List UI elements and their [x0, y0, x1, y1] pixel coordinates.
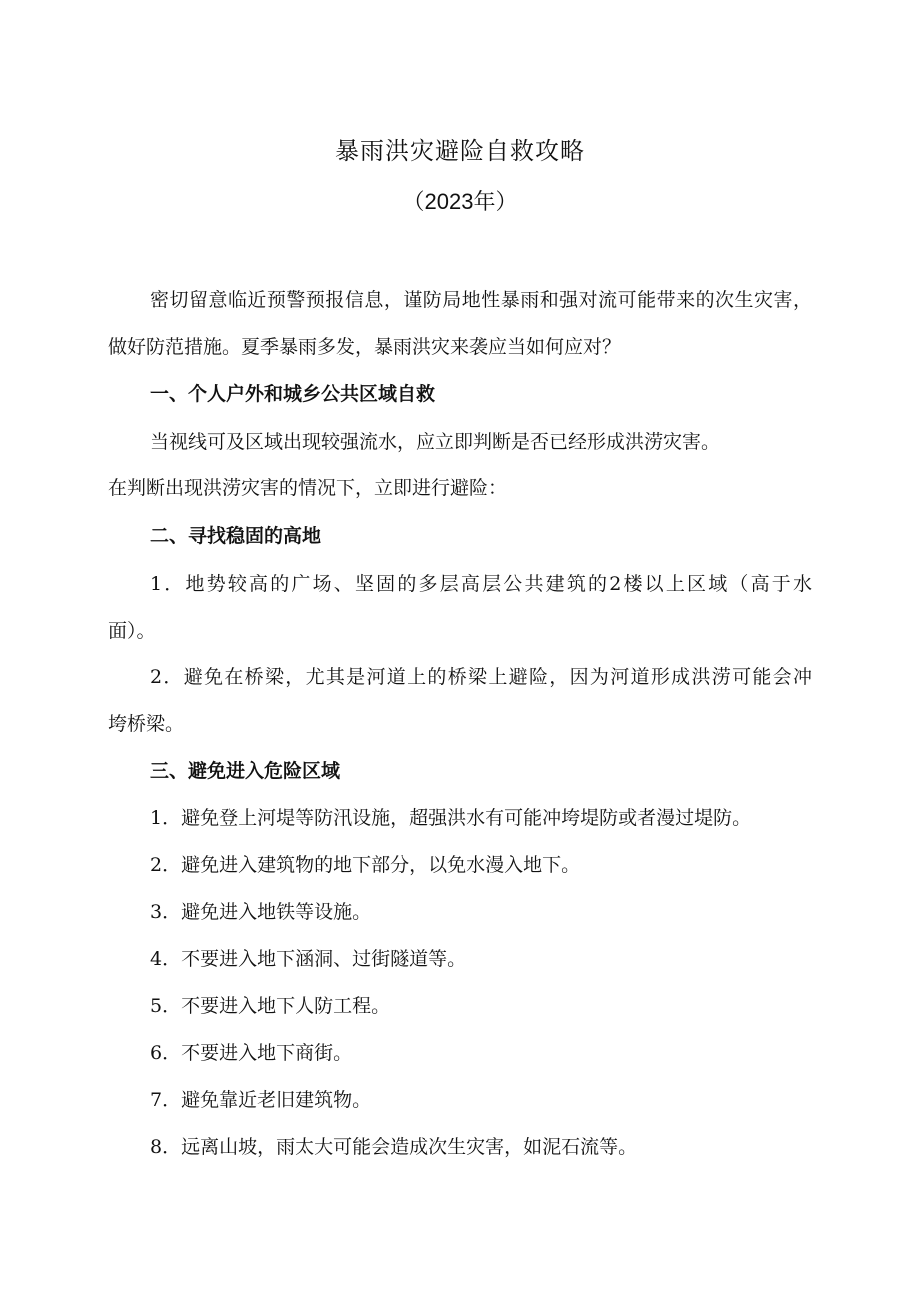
intro-line-2: 做好防范措施。夏季暴雨多发，暴雨洪灾来袭应当如何应对？ [108, 336, 622, 358]
section-1-heading: 一、个人户外和城乡公共区域自救 [150, 383, 436, 405]
section-2-item-2-line-2: 垮桥梁。 [108, 713, 185, 735]
section-3-item: 4．不要进入地下涵洞、过街隧道等。 [150, 948, 467, 970]
section-2-item-1-line-1: 1．地势较高的广场、坚固的多层高层公共建筑的2楼以上区域（高于水 [150, 573, 812, 595]
section-3-item: 8．远离山坡，雨太大可能会造成次生灾害，如泥石流等。 [150, 1136, 638, 1158]
section-3-heading: 三、避免进入危险区域 [150, 760, 341, 782]
section-2-item-2-line-1: 2．避免在桥梁，尤其是河道上的桥梁上避险，因为河道形成洪涝可能会冲 [150, 666, 812, 688]
section-2-item-1-line-2: 面）。 [108, 620, 156, 642]
section-3-item: 7．避免靠近老旧建筑物。 [150, 1089, 372, 1111]
intro-line-1: 密切留意临近预警预报信息，谨防局地性暴雨和强对流可能带来的次生灾害， [150, 289, 812, 311]
document-year: （2023年） [402, 189, 518, 214]
section-3-item: 6．不要进入地下商街。 [150, 1042, 353, 1064]
document-title: 暴雨洪灾避险自救攻略 [335, 137, 585, 165]
section-1-paragraph-line-2: 在判断出现洪涝灾害的情况下，立即进行避险： [108, 477, 508, 499]
section-3-item: 1．避免登上河堤等防汛设施，超强洪水有可能冲垮堤防或者漫过堤防。 [150, 807, 752, 829]
section-2-heading: 二、寻找稳固的高地 [150, 525, 322, 547]
section-3-item: 3．避免进入地铁等设施。 [150, 901, 372, 923]
section-1-paragraph-line-1: 当视线可及区域出现较强流水，应立即判断是否已经形成洪涝灾害。 [150, 431, 721, 453]
section-3-item: 5．不要进入地下人防工程。 [150, 995, 391, 1017]
section-3-item: 2．避免进入建筑物的地下部分，以免水漫入地下。 [150, 854, 581, 876]
